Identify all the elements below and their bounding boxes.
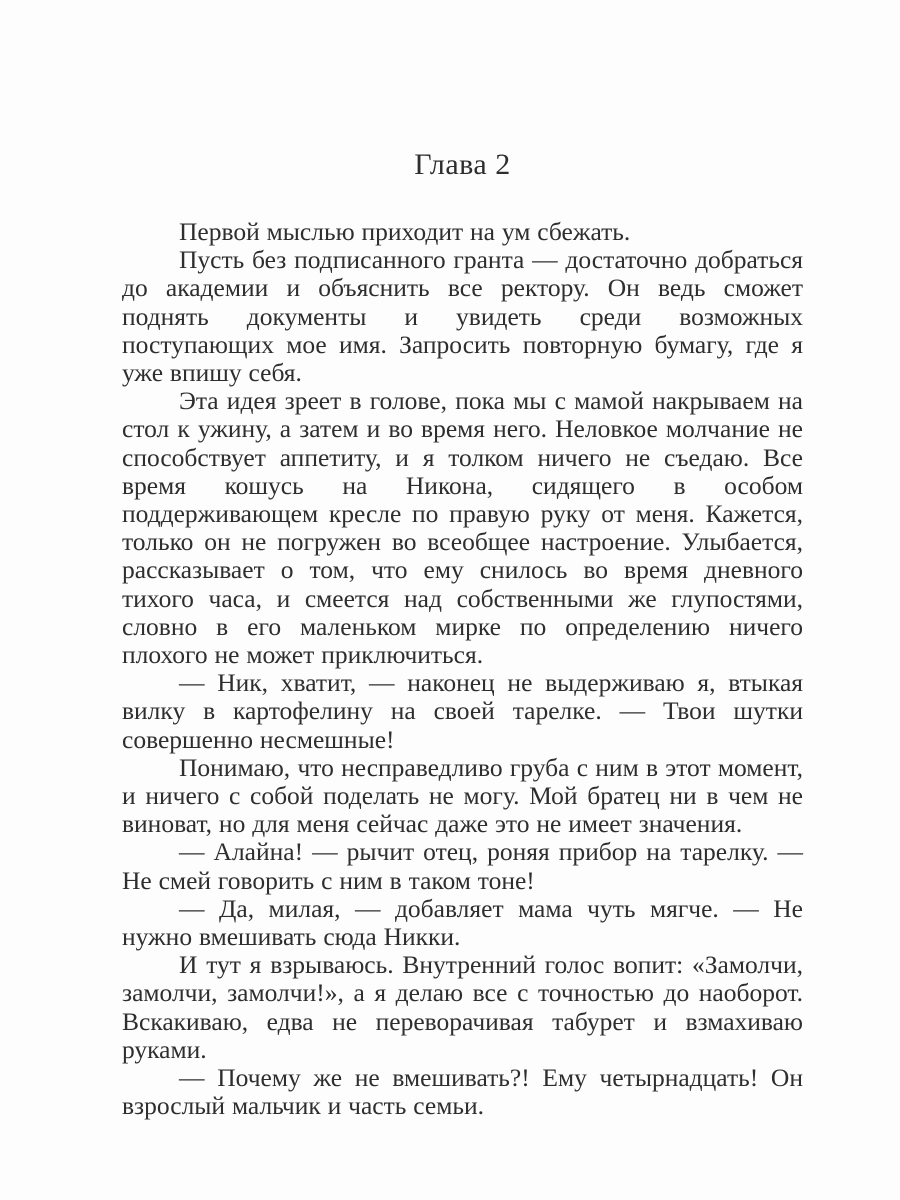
- paragraph: Эта идея зреет в голове, пока мы с мамой накрываем на стол к ужину, а затем и во время него. Неловкое молчание не способствует аппетиту, и я толком ничего не съедаю. Все время кошусь на Никона, сидящего в особом поддерживающем кресле по правую руку от меня. Кажется, только он не погружен во всеобщее настроение. Улыбается, рассказывает о том, что ему снилось во время дневного тихого часа, и смеется над собственными же глупостями, словно в его маленьком мирке по определению ничего плохого не может приключиться.: [122, 386, 803, 670]
- paragraph: Пусть без подписанного гранта — достаточно добраться до академии и объяснить все ректору. Он ведь сможет поднять документы и увидеть среди возможных поступающих мое имя. Запросить повторную бумагу, где я уже впишу себя.: [122, 245, 803, 388]
- paragraph: — Ник, хватит, — наконец не выдерживаю я, втыкая вилку в картофелину на своей тарелке. — Твои шутки совершенно несмешные!: [122, 668, 803, 754]
- paragraph: Понимаю, что несправедливо груба с ним в этот момент, и ничего с собой поделать не могу. Мой братец ни в чем не виноват, но для меня сейчас даже это не имеет значения.: [122, 752, 803, 839]
- paragraph: — Почему же не вмешивать?! Ему четырнадцать! Он взрослый мальчик и часть семьи.: [122, 1063, 803, 1121]
- paragraph: — Алайна! — рычит отец, роняя прибор на тарелку. — Не смей говорить с ним в таком тоне!: [122, 837, 803, 895]
- paragraph: И тут я взрываюсь. Внутренний голос вопит: «Замолчи, замолчи, замолчи!», а я делаю все с точностью до наоборот. Вскакиваю, едва не переворачивая табурет и взмахиваю руками.: [122, 950, 803, 1064]
- paragraph: — Да, милая, — добавляет мама чуть мягче. — Не нужно вмешивать сюда Никки.: [122, 893, 803, 952]
- body-text: [122, 218, 803, 1121]
- paragraph: Первой мыслью приходит на ум сбежать.: [179, 217, 631, 246]
- chapter-title: Глава 2: [414, 148, 511, 181]
- text-block: [122, 0, 803, 1121]
